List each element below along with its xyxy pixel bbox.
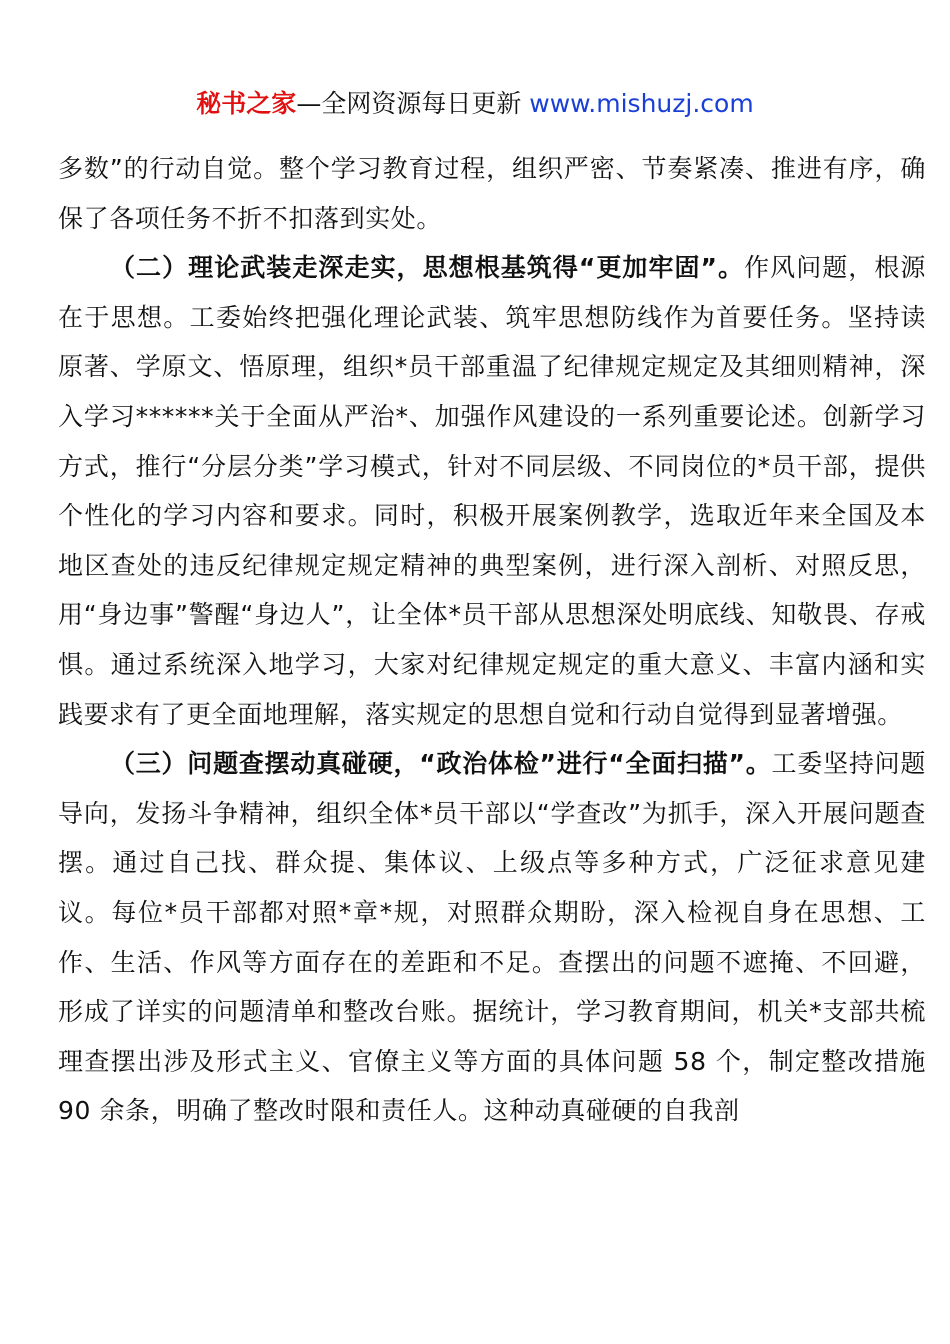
paragraph-text: 作风问题，根源在于思想。工委始终把强化理论武装、筑牢思想防线作为首要任务。坚持读原著、学原文、悟原理，组织*员干部重温了纪律规定规定及其细则精神，深入学习******关于全面从严治*、加强作风建设的一系列重要论述。创新学习方式，推行“分层分类”学习模式，针对不同层级、不同岗位的*员干部，提供个性化的学习内容和要求。同时，积极开展案例教学，选取近年来全国及本地区查处的违反纪律规定规定精神的典型案例，进行深入剖析、对照反思，用“身边事”警醒“身边人”，让全体*员干部从思想深处明底线、知敬畏、存戒惧。通过系统深入地学习，大家对纪律规定规定的重大意义、丰富内涵和实践要求有了更全面地理解，落实规定的思想自觉和行动自觉得到显著增强。 <box>58 253 926 729</box>
document-body <box>58 144 926 1136</box>
paragraph-section-2 <box>58 243 926 739</box>
section-heading: （二）理论武装走深走实，思想根基筑得“更加牢固”。 <box>110 253 745 283</box>
paragraph-text: 工委坚持问题导向，发扬斗争精神，组织全体*员干部以“学查改”为抓手，深入开展问题查摆。通过自己找、群众提、集体议、上级点等多种方式，广泛征求意见建议。每位*员干部都对照*章*规，对照群众期盼，深入检视自身在思想、工作、生活、作风等方面存在的差距和不足。查摆出的问题不遮掩、不回避，形成了详实的问题清单和整改台账。据统计，学习教育期间，机关*支部共梳理查摆出涉及形式主义、官僚主义等方面的具体问题 58 个，制定整改措施 90 余条，明确了整改时限和责任人。这种动真碰硬的自我剖 <box>58 749 926 1126</box>
paragraph-continuation <box>58 144 926 243</box>
paragraph-section-3 <box>58 739 926 1136</box>
site-header <box>0 86 950 122</box>
site-tagline: —全网资源每日更新 <box>296 89 530 118</box>
section-heading: （三）问题查摆动真碰硬，“政治体检”进行“全面扫描”。 <box>110 749 772 779</box>
site-url[interactable]: www.mishuzj.com <box>529 89 754 118</box>
paragraph-text: 多数”的行动自觉。整个学习教育过程，组织严密、节奏紧凑、推进有序，确保了各项任务不折不扣落到实处。 <box>58 154 926 233</box>
site-brand: 秘书之家 <box>196 89 297 118</box>
